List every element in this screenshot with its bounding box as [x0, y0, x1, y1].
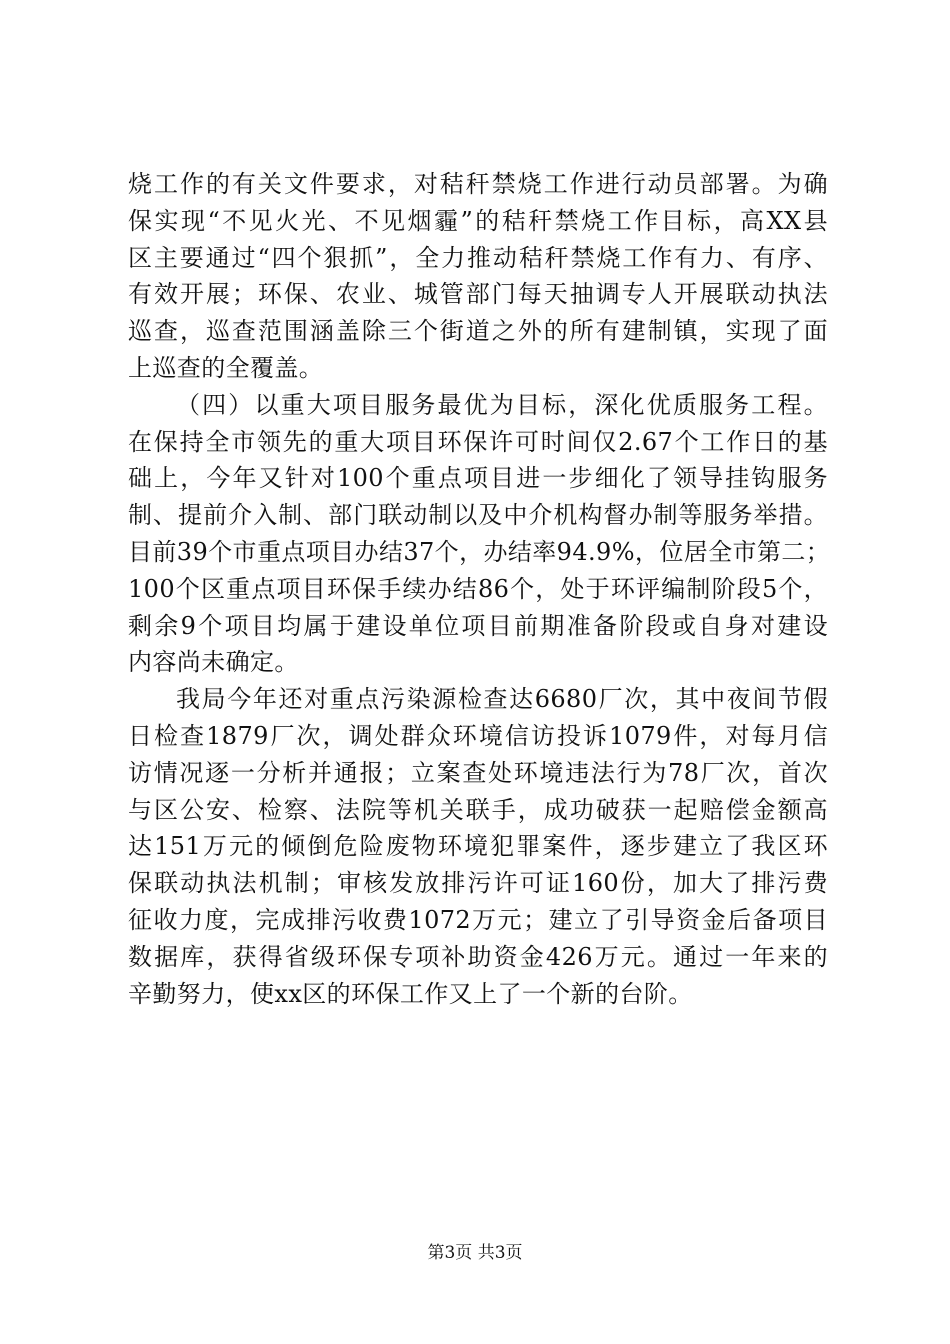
text-line: 辛勤努力，使xx区的环保工作又上了一个新的台阶。 [128, 979, 693, 1008]
document-body [128, 166, 831, 1012]
text-line: 征收力度，完成排污收费1072万元；建立了引导资金后备项目 [128, 905, 828, 934]
text-line: 有效开展；环保、农业、城管部门每天抽调专人开展联动执法 [128, 280, 828, 309]
text-line: 巡查，巡查范围涵盖除三个街道之外的所有建制镇，实现了面 [128, 317, 828, 346]
text-line: 础上，今年又针对100个重点项目进一步细化了领导挂钩服务 [128, 464, 828, 493]
text-line: 日检查1879厂次，调处群众环境信访投诉1079件，对每月信 [128, 721, 828, 750]
text-line: 我局今年还对重点污染源检查达6680厂次，其中夜间节假 [176, 685, 828, 714]
text-line: 剩余9个项目均属于建设单位项目前期准备阶段或自身对建设 [128, 611, 828, 640]
text-line: 内容尚未确定。 [128, 648, 299, 677]
text-line: 数据库，获得省级环保专项补助资金426万元。通过一年来的 [128, 942, 828, 971]
section-heading-line: （四）以重大项目服务最优为目标，深化优质服务工程。 [176, 390, 828, 419]
text-line: 达151万元的倾倒危险废物环境犯罪案件，逐步建立了我区环 [128, 832, 828, 861]
text-line: 保实现“不见火光、不见烟霾”的秸秆禁烧工作目标，高XX县 [128, 206, 828, 235]
text-line: 烧工作的有关文件要求，对秸秆禁烧工作进行动员部署。为确 [128, 170, 828, 198]
text-line: 保联动执法机制；审核发放排污许可证160份，加大了排污费 [128, 869, 828, 898]
page-number-footer: 第3页 共3页 [427, 1243, 523, 1263]
text-line: 与区公安、检察、法院等机关联手，成功破获一起赔偿金额高 [128, 795, 828, 824]
text-line: 目前39个市重点项目办结37个，办结率94.9%，位居全市第二； [128, 537, 831, 566]
text-line: 区主要通过“四个狠抓”，全力推动秸秆禁烧工作有力、有序、 [128, 243, 828, 272]
text-line: 制、提前介入制、部门联动制以及中介机构督办制等服务举措。 [128, 501, 828, 530]
text-line: 100个区重点项目环保手续办结86个，处于环评编制阶段5个， [128, 574, 828, 603]
text-line: 访情况逐一分析并通报；立案查处环境违法行为78厂次，首次 [128, 758, 828, 787]
text-line: 在保持全市领先的重大项目环保许可时间仅2.67个工作日的基 [128, 427, 828, 456]
text-line: 上巡查的全覆盖。 [128, 353, 324, 382]
